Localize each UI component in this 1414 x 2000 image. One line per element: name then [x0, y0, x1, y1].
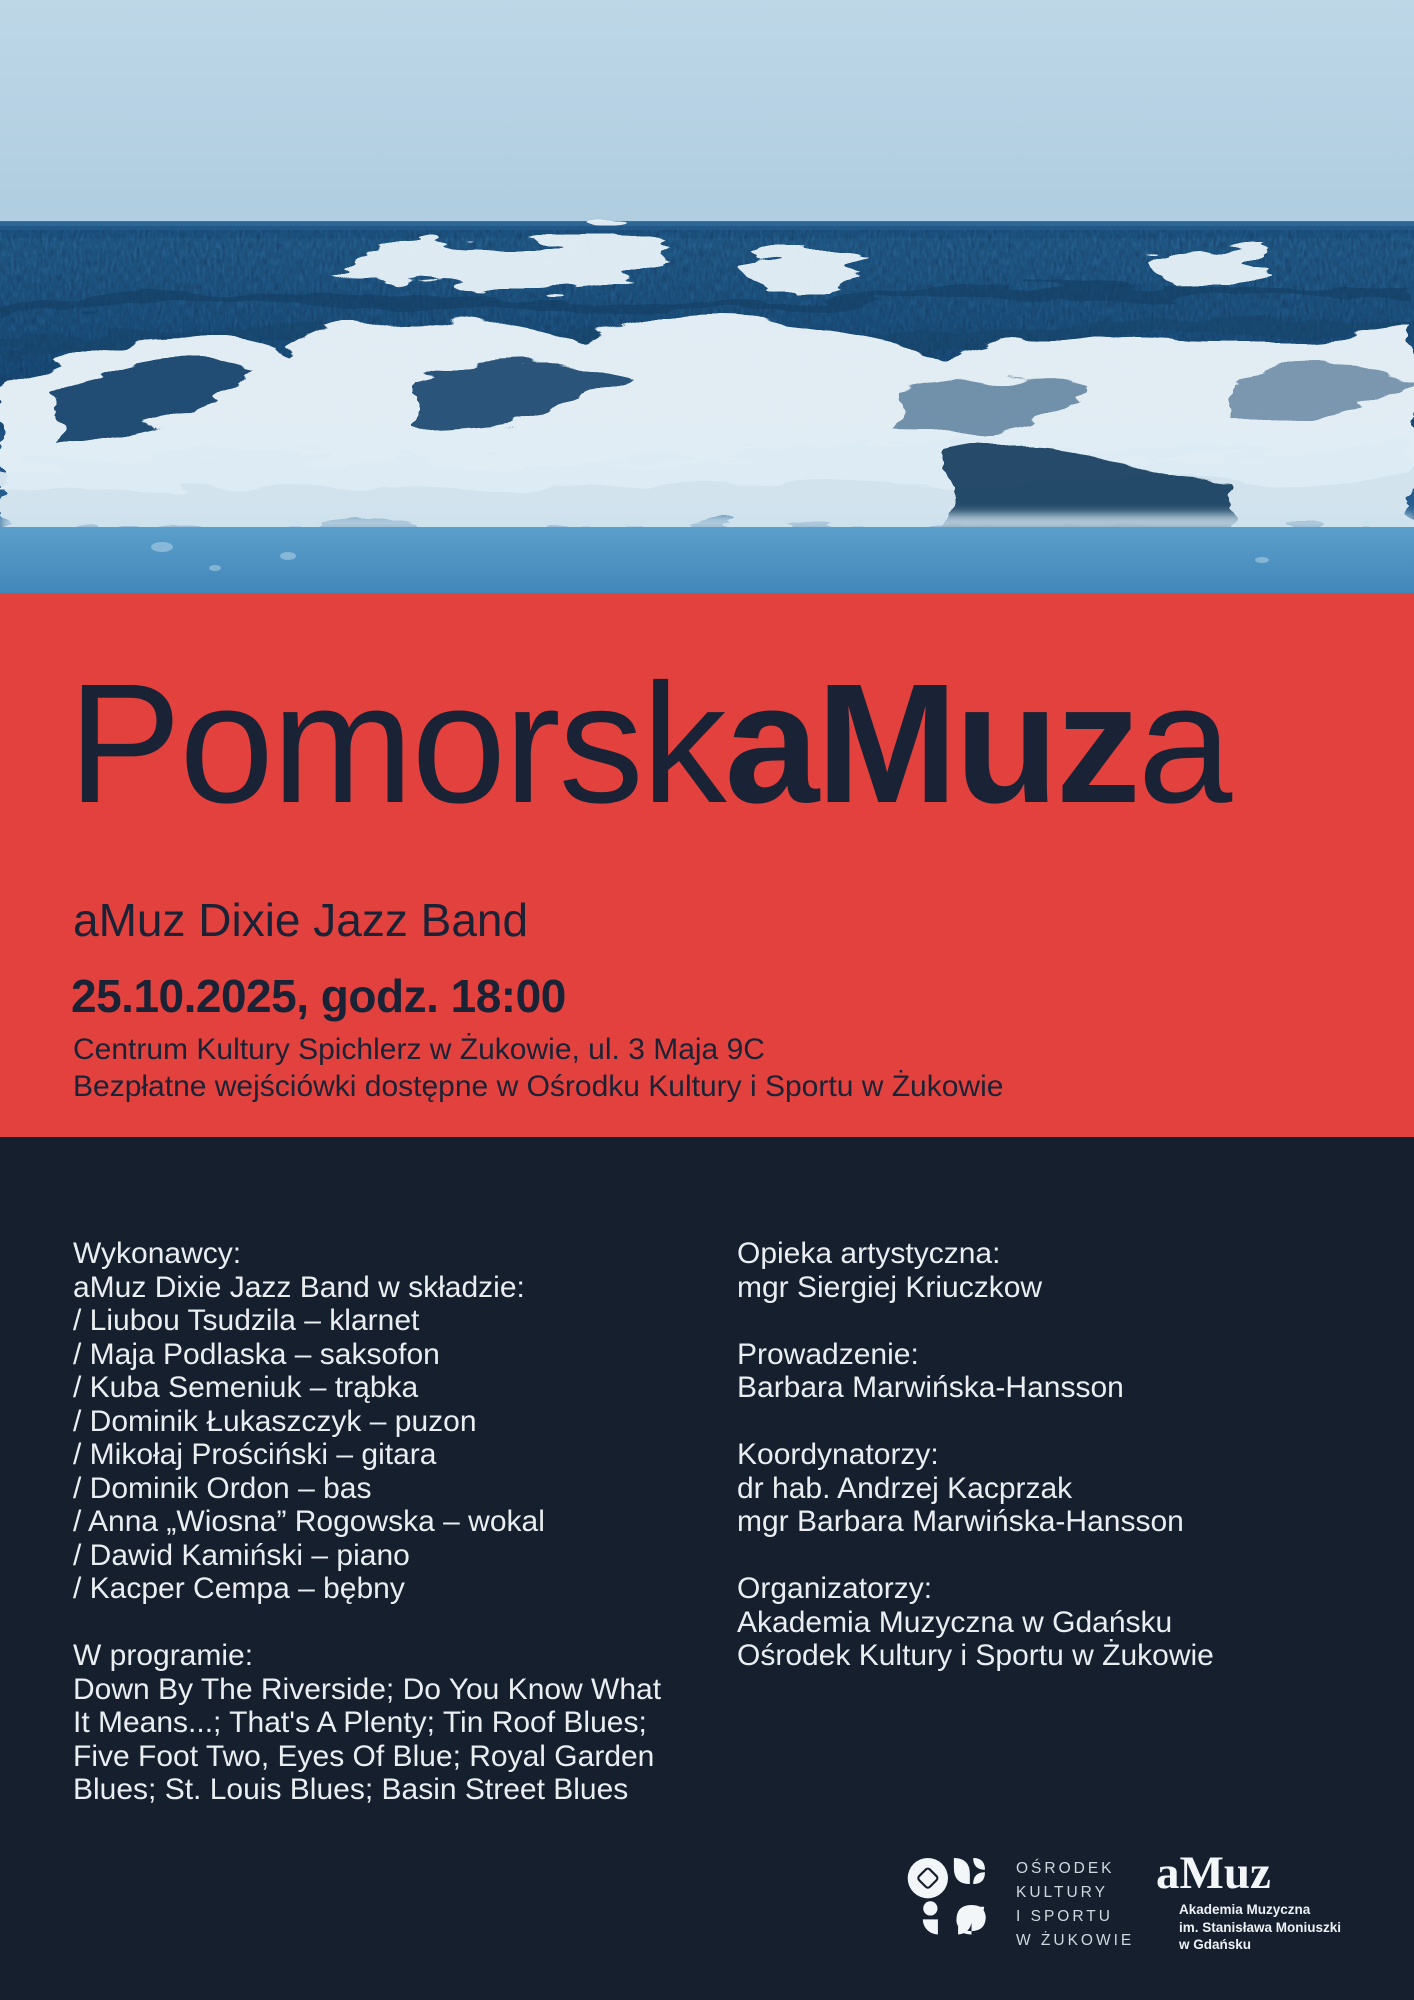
performers-block	[73, 1237, 673, 1606]
program-line: Blues; St. Louis Blues; Basin Street Blues	[73, 1773, 629, 1806]
program-block	[73, 1639, 673, 1807]
credits-column	[737, 1237, 1357, 1706]
performer-line: / Anna „Wiosna” Rogowska – wokal	[73, 1505, 545, 1538]
credit-line: mgr Barbara Marwińska-Hansson	[737, 1505, 1184, 1538]
amuz-logo-text	[1179, 1901, 1341, 1954]
okis-text-line: I SPORTU	[1016, 1908, 1113, 1925]
performer-line: / Mikołaj Prościński – gitara	[73, 1438, 437, 1471]
amuz-logo-wordmark: aMuz	[1156, 1847, 1271, 1899]
credit-block-artistic-care	[737, 1237, 1357, 1304]
title-part-regular-end: a	[1137, 649, 1231, 839]
performer-line: / Dominik Łukaszczyk – puzon	[73, 1404, 477, 1438]
logos-row	[0, 1847, 1414, 2000]
performer-line: / Kacper Cempa – bębny	[73, 1572, 405, 1605]
okis-logo-icon	[906, 1855, 990, 1945]
okis-logo-text	[1016, 1855, 1134, 1953]
okis-text-line: OŚRODEK	[1016, 1860, 1115, 1877]
performers-heading: Wykonawcy:	[73, 1237, 242, 1270]
amuz-text-line: im. Stanisława Moniuszki	[1179, 1919, 1342, 1935]
amuz-text-line: w Gdańsku	[1179, 1937, 1252, 1952]
amuz-text-line: Akademia Muzyczna	[1179, 1902, 1311, 1917]
credit-line: Barbara Marwińska-Hansson	[737, 1371, 1124, 1404]
program-heading: W programie:	[73, 1639, 254, 1672]
amuz-logo	[1156, 1847, 1342, 1954]
tickets-line: Bezpłatne wejściówki dostępne w Ośrodku Kultury i Sportu w Żukowie	[73, 1070, 1004, 1103]
program-line: It Means...; That's A Plenty; Tin Roof Blues;	[73, 1706, 647, 1739]
credit-block-host	[737, 1338, 1357, 1405]
event-band-name: aMuz Dixie Jazz Band	[73, 894, 529, 946]
sea-waves-illustration	[0, 0, 1414, 593]
performer-line: / Dominik Ordon – bas	[73, 1471, 372, 1505]
title-part-bold: aMuz	[724, 649, 1138, 839]
okis-text-line: KULTURY	[1016, 1884, 1108, 1901]
credit-block-organizers	[737, 1572, 1357, 1673]
credit-heading: Prowadzenie:	[737, 1337, 919, 1371]
program-line: Down By The Riverside; Do You Know What	[73, 1672, 662, 1706]
performer-line: / Dawid Kamiński – piano	[73, 1538, 410, 1572]
title-part-regular: Pomorsk	[68, 649, 725, 839]
credit-block-coordinators	[737, 1438, 1357, 1539]
okis-text-line: W ŻUKOWIE	[1016, 1932, 1135, 1949]
credit-line: dr hab. Andrzej Kacprzak	[737, 1471, 1073, 1505]
poster-title	[68, 649, 1231, 839]
performers-subheading: aMuz Dixie Jazz Band w składzie:	[73, 1270, 525, 1304]
sea-photo	[0, 0, 1414, 593]
credit-heading: Koordynatorzy:	[737, 1438, 939, 1471]
event-venue	[73, 1031, 1003, 1105]
performer-line: / Kuba Semeniuk – trąbka	[73, 1371, 419, 1404]
credit-heading: Organizatorzy:	[737, 1572, 933, 1605]
performer-line: / Liubou Tsudzila – klarnet	[73, 1304, 420, 1337]
program-line: Five Foot Two, Eyes Of Blue; Royal Garden	[73, 1739, 655, 1773]
credit-heading: Opieka artystyczna:	[737, 1237, 1001, 1270]
credit-line: Ośrodek Kultury i Sportu w Żukowie	[737, 1639, 1214, 1672]
performer-line: / Maja Podlaska – saksofon	[73, 1337, 440, 1371]
credit-line: mgr Siergiej Kriuczkow	[737, 1270, 1043, 1304]
credit-line: Akademia Muzyczna w Gdańsku	[737, 1605, 1173, 1639]
red-header-section	[0, 593, 1414, 1137]
okis-logo	[906, 1855, 1134, 1953]
event-datetime: 25.10.2025, godz. 18:00	[71, 970, 566, 1022]
details-section	[0, 1137, 1414, 2000]
performers-column	[73, 1237, 673, 1840]
venue-line: Centrum Kultury Spichlerz w Żukowie, ul. 3 Maja 9C	[73, 1033, 765, 1066]
